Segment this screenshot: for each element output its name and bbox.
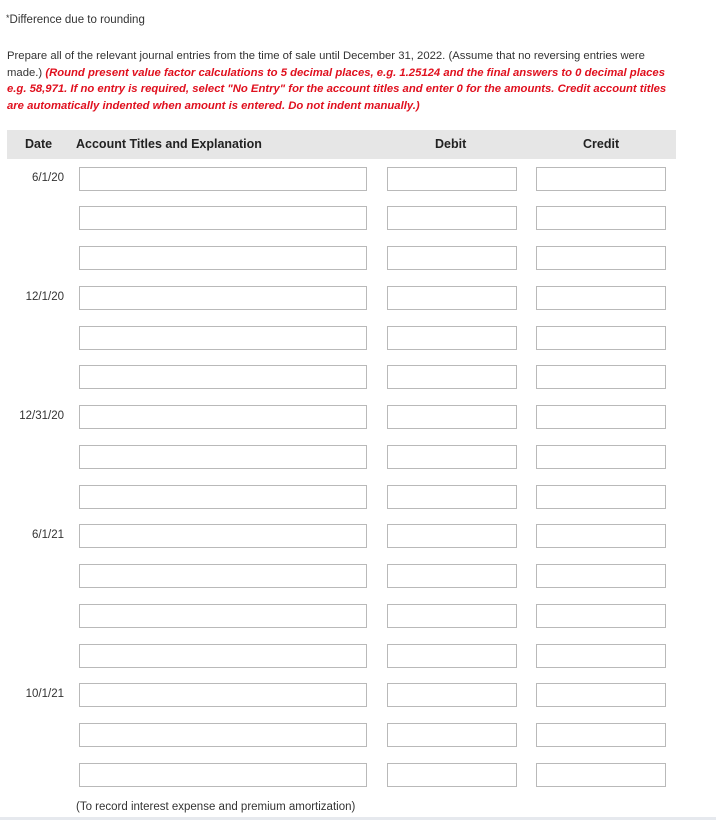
entry-date: 10/1/21 xyxy=(25,688,64,700)
footnote-text: Difference due to rounding xyxy=(9,14,145,26)
credit-input[interactable] xyxy=(536,485,666,509)
debit-input[interactable] xyxy=(387,246,517,270)
debit-input[interactable] xyxy=(387,206,517,230)
account-title-input[interactable] xyxy=(79,683,367,707)
credit-input[interactable] xyxy=(536,405,666,429)
debit-input[interactable] xyxy=(387,405,517,429)
entry-explanation-note: (To record interest expense and premium amortization) xyxy=(76,801,356,813)
journal-row xyxy=(0,644,716,670)
account-title-input[interactable] xyxy=(79,206,367,230)
account-title-input[interactable] xyxy=(79,246,367,270)
entry-date: 6/1/20 xyxy=(32,172,64,184)
journal-row xyxy=(0,326,716,352)
credit-input[interactable] xyxy=(536,564,666,588)
account-title-input[interactable] xyxy=(79,286,367,310)
journal-row xyxy=(0,564,716,590)
journal-row xyxy=(0,485,716,511)
credit-input[interactable] xyxy=(536,167,666,191)
journal-row xyxy=(0,683,716,709)
instructions-rounding-note: (Round present value factor calculations to 5 decimal places, e.g. 1.25124 and the final answers to 0 decimal places e.g. 58,971. If no entry is required, select "No Entry" for the account titles and enter 0 for the amounts. Credit account titles are automatically indented when amount is entered. Do not indent manually.) xyxy=(7,66,667,112)
credit-input[interactable] xyxy=(536,604,666,628)
journal-row xyxy=(0,206,716,232)
debit-input[interactable] xyxy=(387,524,517,548)
entry-date: 12/1/20 xyxy=(25,291,64,303)
debit-input[interactable] xyxy=(387,604,517,628)
account-title-input[interactable] xyxy=(79,405,367,429)
debit-input[interactable] xyxy=(387,445,517,469)
account-title-input[interactable] xyxy=(79,644,367,668)
credit-input[interactable] xyxy=(536,644,666,668)
account-title-input[interactable] xyxy=(79,763,367,787)
entry-date: 12/31/20 xyxy=(19,410,64,422)
journal-row xyxy=(0,365,716,391)
debit-input[interactable] xyxy=(387,286,517,310)
header-date: Date xyxy=(25,137,53,151)
debit-input[interactable] xyxy=(387,485,517,509)
rounding-footnote xyxy=(6,14,145,26)
account-title-input[interactable] xyxy=(79,524,367,548)
credit-input[interactable] xyxy=(536,723,666,747)
debit-input[interactable] xyxy=(387,683,517,707)
credit-input[interactable] xyxy=(536,206,666,230)
credit-input[interactable] xyxy=(536,524,666,548)
debit-input[interactable] xyxy=(387,167,517,191)
credit-input[interactable] xyxy=(536,763,666,787)
journal-row xyxy=(0,445,716,471)
question-instructions xyxy=(7,48,679,114)
account-title-input[interactable] xyxy=(79,485,367,509)
journal-row xyxy=(0,405,716,431)
credit-input[interactable] xyxy=(536,445,666,469)
account-title-input[interactable] xyxy=(79,167,367,191)
account-title-input[interactable] xyxy=(79,723,367,747)
journal-row xyxy=(0,524,716,550)
credit-input[interactable] xyxy=(536,365,666,389)
account-title-input[interactable] xyxy=(79,564,367,588)
debit-input[interactable] xyxy=(387,723,517,747)
journal-row xyxy=(0,604,716,630)
credit-input[interactable] xyxy=(536,683,666,707)
header-credit: Credit xyxy=(583,137,620,151)
debit-input[interactable] xyxy=(387,763,517,787)
debit-input[interactable] xyxy=(387,326,517,350)
journal-row xyxy=(0,286,716,312)
debit-input[interactable] xyxy=(387,365,517,389)
journal-table-header xyxy=(7,130,676,159)
credit-input[interactable] xyxy=(536,286,666,310)
journal-row xyxy=(0,167,716,193)
account-title-input[interactable] xyxy=(79,604,367,628)
journal-row xyxy=(0,246,716,272)
debit-input[interactable] xyxy=(387,564,517,588)
credit-input[interactable] xyxy=(536,246,666,270)
header-debit: Debit xyxy=(435,137,467,151)
account-title-input[interactable] xyxy=(79,445,367,469)
header-account-titles: Account Titles and Explanation xyxy=(76,137,262,151)
account-title-input[interactable] xyxy=(79,326,367,350)
debit-input[interactable] xyxy=(387,644,517,668)
credit-input[interactable] xyxy=(536,326,666,350)
footnote-asterisk: * xyxy=(6,13,10,23)
instructions-text: Prepare all of the relevant journal entries from the time of sale until December 31, 2022. (Assume that no reversing entries were made.) xyxy=(7,50,645,79)
account-title-input[interactable] xyxy=(79,365,367,389)
journal-row xyxy=(0,763,716,789)
journal-row xyxy=(0,723,716,749)
entry-date: 6/1/21 xyxy=(32,529,64,541)
